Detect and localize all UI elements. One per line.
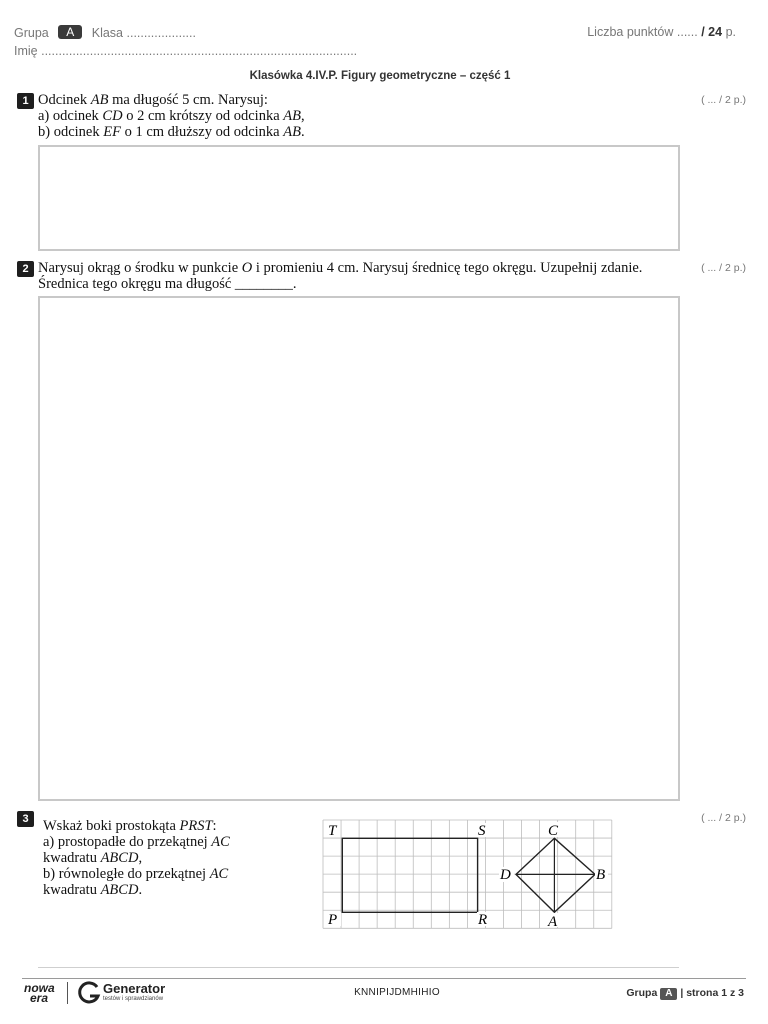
nowa-era-logo: nowa era	[24, 981, 55, 1005]
task-1-text	[38, 92, 305, 140]
group-field	[14, 25, 196, 40]
footer-group-label: Grupa	[626, 987, 658, 999]
square-abcd	[516, 838, 595, 912]
label-b: B	[596, 867, 606, 883]
label-d: D	[500, 867, 511, 883]
name-dots: ...........................................................................................	[41, 44, 358, 58]
task-3-number: 3	[17, 811, 34, 827]
task-3-text	[43, 818, 230, 898]
task-2-answer-box[interactable]	[38, 296, 680, 801]
task-3-line-1: Wskaż boki prostokąta PRST:	[43, 818, 217, 834]
name-field	[14, 44, 357, 58]
group-badge: A	[58, 25, 82, 39]
footer-page-info	[626, 987, 744, 1000]
label-s: S	[478, 823, 486, 839]
footer-group-badge: A	[660, 988, 677, 1000]
task-2-points: ( ... / 2 p.)	[701, 262, 746, 274]
rectangle-prst	[342, 838, 477, 912]
points-dots: ......	[676, 25, 698, 39]
points-field	[587, 25, 736, 39]
page-title: Klasówka 4.IV.P. Figury geometryczne – część 1	[249, 70, 511, 82]
task-2-text	[38, 260, 642, 292]
label-t: T	[328, 823, 337, 839]
document-code: KNNIPIJDMHIHIO	[354, 987, 440, 998]
name-label: Imię	[14, 44, 38, 58]
task-1-points: ( ... / 2 p.)	[701, 94, 746, 106]
task-3-line-4: b) równoległe do przekątnej AC	[43, 866, 229, 882]
points-separator: /	[701, 25, 705, 39]
footer-divider	[22, 978, 746, 979]
label-p: P	[328, 912, 338, 928]
task-3-line-2: a) prostopadłe do przekątnej AC	[43, 834, 230, 850]
task-2-line-2: Średnica tego okręgu ma długość ________.	[38, 276, 297, 292]
generator-tagline: testów i sprawdzianów	[103, 996, 164, 1002]
points-total: 24	[708, 25, 723, 39]
footer-page-text: | strona 1 z 3	[680, 987, 744, 999]
task-1-line-3: b) odcinek EF o 1 cm dłuższy od odcinka AB.	[38, 124, 305, 140]
points-unit: p.	[725, 25, 736, 39]
task-1-number: 1	[17, 93, 34, 109]
task-3-figure	[322, 818, 614, 932]
generator-name: Generator	[103, 981, 166, 996]
task-3-points: ( ... / 2 p.)	[701, 812, 746, 824]
label-a: A	[548, 914, 558, 930]
class-label: Klasa	[91, 26, 124, 40]
task-1-answer-box[interactable]	[38, 145, 680, 251]
group-label: Grupa	[14, 26, 49, 40]
points-label: Liczba punktów	[587, 25, 674, 39]
task-1-line-1: Odcinek AB ma długość 5 cm. Narysuj:	[38, 92, 268, 108]
task-3-line-3: kwadratu ABCD,	[43, 850, 143, 866]
task-2-number: 2	[17, 261, 34, 277]
label-c: C	[548, 823, 559, 839]
class-dots: ....................	[126, 26, 196, 40]
task-1-line-2: a) odcinek CD o 2 cm krótszy od odcinka AB,	[38, 108, 305, 124]
task-3-line-5: kwadratu ABCD.	[43, 882, 143, 898]
task-2-line-1: Narysuj okrąg o środku w punkcie O i promieniu 4 cm. Narysuj średnicę tego okręgu. Uzupełnij zdanie.	[38, 260, 643, 276]
footer-divider-top	[38, 967, 679, 968]
label-r: R	[478, 912, 488, 928]
